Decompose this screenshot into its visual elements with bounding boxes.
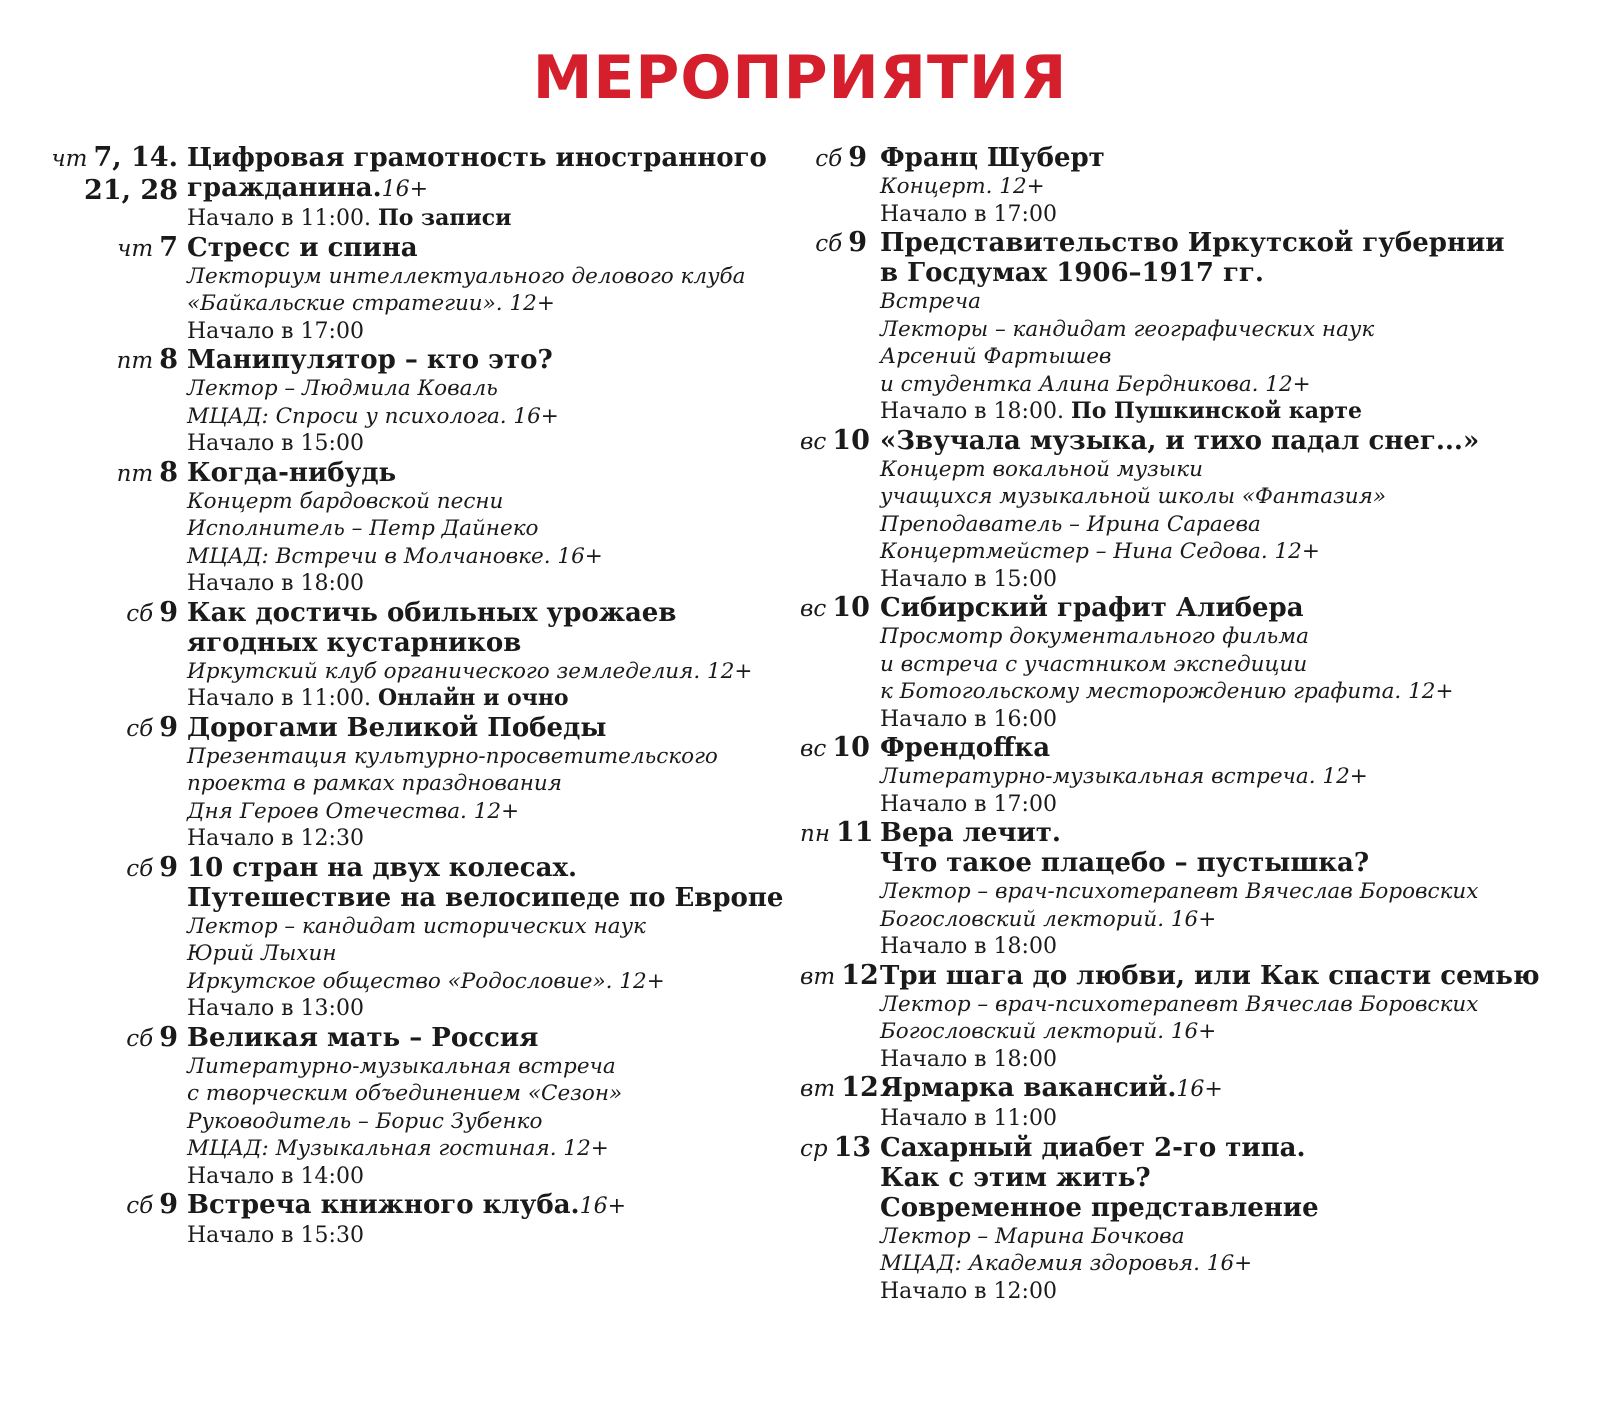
- event-weekday: пт: [116, 348, 154, 374]
- event-note: По записи: [377, 205, 512, 231]
- event-date: [30, 458, 178, 491]
- event-description: Просмотр документального фильма: [880, 624, 1309, 649]
- event-start-time: Начало в 18:00: [880, 1046, 1057, 1072]
- event-description: Лектор – Людмила Коваль: [187, 376, 498, 401]
- event-weekday: сб: [126, 855, 154, 882]
- event-item: [800, 593, 1590, 733]
- event-description: Концертмейстер – Нина Седова. 12+: [880, 539, 1320, 564]
- event-date: [800, 592, 870, 626]
- event-start-time: Начало в 11:00.: [187, 686, 371, 711]
- event-start-time: Начало в 11:00.: [187, 206, 371, 231]
- event-title-text: в Госдумах 1906–1917 гг.: [880, 258, 1264, 288]
- event-title-text: ягодных кустарников: [187, 627, 522, 658]
- event-title-text: Великая мать – Россия: [187, 1022, 539, 1053]
- event-date: [30, 1023, 178, 1056]
- event-item: [800, 1133, 1590, 1306]
- event-weekday: чт: [51, 146, 88, 172]
- event-start-time: Начало в 15:30: [187, 1223, 364, 1248]
- event-description: Иркутский клуб органического земледелия. 12+: [187, 658, 753, 684]
- event-day: 9: [848, 142, 867, 173]
- event-title: [880, 1133, 1590, 1163]
- page-title: МЕРОПРИЯТИЯ: [532, 43, 1068, 113]
- event-title-text: Как с этим жить?: [880, 1162, 1151, 1193]
- event-content: [187, 1023, 815, 1191]
- event-start: [880, 566, 1590, 594]
- event-title-text: Стресс и спина: [187, 232, 418, 263]
- event-day: 9: [159, 851, 178, 883]
- event-start-time: Начало в 15:00: [880, 566, 1057, 592]
- event-title-text: Что такое плацебо – пустышка?: [880, 848, 1370, 878]
- event-content: [880, 1073, 1590, 1133]
- event-date: [800, 1072, 879, 1106]
- event-start-time: Начало в 18:00: [880, 934, 1057, 959]
- event-item: [800, 961, 1590, 1074]
- event-start-time: Начало в 15:00: [187, 431, 364, 456]
- event-title-text: Франц Шуберт: [880, 143, 1105, 173]
- event-item: [30, 143, 815, 233]
- event-day: 9: [848, 227, 867, 258]
- event-title: [880, 228, 1590, 258]
- event-content: [880, 228, 1590, 426]
- event-start-time: Начало в 12:30: [187, 826, 364, 851]
- event-date: [800, 732, 870, 766]
- event-start: [187, 1163, 815, 1191]
- event-date: [30, 345, 178, 378]
- event-item: [800, 426, 1590, 594]
- event-title: [187, 598, 815, 628]
- event-description: Встреча: [880, 289, 981, 314]
- event-description: Концерт бардовской песни: [187, 488, 504, 514]
- event-start-time: Начало в 18:00: [187, 571, 364, 596]
- event-start-time: Начало в 12:00: [880, 1278, 1057, 1304]
- event-description: Дня Героев Отечества. 12+: [187, 798, 520, 824]
- event-item: [800, 228, 1590, 426]
- event-title: [880, 733, 1590, 763]
- event-day: 10: [832, 424, 870, 456]
- event-date: [30, 853, 178, 886]
- event-description: МЦАД: Академия здоровья. 16+: [880, 1251, 1253, 1276]
- event-weekday: пн: [800, 821, 830, 847]
- event-note: Онлайн и очно: [377, 685, 569, 711]
- event-description: МЦАД: Спроси у психолога. 16+: [187, 403, 559, 429]
- event-title: [880, 848, 1590, 878]
- event-start-time: Начало в 14:00: [187, 1163, 364, 1189]
- event-start: [880, 201, 1590, 229]
- event-title-text: Вера лечит.: [880, 818, 1061, 848]
- event-title-text: Сахарный диабет 2-го типа.: [880, 1132, 1306, 1163]
- event-day: 21, 28: [84, 175, 178, 206]
- event-day: 8: [159, 344, 178, 375]
- event-start-time: Начало в 17:00: [187, 318, 364, 344]
- event-title-text: Как достичь обильных урожаев: [187, 597, 677, 628]
- event-title: [187, 853, 815, 883]
- event-description: Исполнитель – Петр Дайнеко: [187, 516, 539, 541]
- event-title: [880, 143, 1590, 173]
- event-weekday: сб: [126, 1193, 154, 1219]
- event-start-time: Начало в 17:00: [880, 201, 1057, 227]
- event-title: [187, 173, 815, 205]
- event-note: По Пушкинской карте: [1070, 398, 1362, 424]
- event-description: Иркутское общество «Родословие». 12+: [187, 968, 665, 994]
- event-title-text: гражданина.: [187, 173, 382, 203]
- event-title-text: Дорогами Великой Победы: [187, 712, 607, 743]
- event-content: [880, 426, 1590, 594]
- event-content: [880, 593, 1590, 733]
- event-title-text: Ярмарка вакансий.: [880, 1073, 1177, 1103]
- age-rating: 16+: [381, 177, 429, 202]
- event-weekday: вс: [800, 596, 827, 622]
- event-title: [187, 143, 815, 173]
- event-description: Лектор – кандидат исторических наук: [187, 913, 646, 939]
- event-description: Литературно-музыкальная встреча: [187, 1053, 616, 1079]
- event-title: [880, 593, 1590, 623]
- event-start-time: Начало в 17:00: [880, 791, 1057, 817]
- event-content: [187, 233, 815, 346]
- event-weekday: сб: [815, 146, 843, 172]
- event-title: [880, 1073, 1590, 1105]
- event-title: [187, 1023, 815, 1053]
- event-day: 9: [159, 596, 178, 628]
- event-description: и встреча с участником экспедиции: [880, 651, 1308, 677]
- event-date: [800, 228, 867, 261]
- event-description: Арсений Фартышев: [880, 344, 1112, 369]
- event-start-time: Начало в 13:00: [187, 996, 364, 1021]
- event-item: [30, 713, 815, 853]
- event-weekday: вт: [800, 1076, 836, 1102]
- event-date: [800, 424, 870, 459]
- event-item: [800, 143, 1590, 228]
- event-start: [187, 318, 815, 346]
- event-date: [30, 1190, 178, 1223]
- events-column-left: [30, 143, 815, 1250]
- event-item: [800, 818, 1590, 961]
- event-item: [30, 458, 815, 598]
- event-content: [187, 598, 815, 713]
- event-description: Лектор – врач-психотерапевт Вячеслав Боровских: [880, 991, 1479, 1017]
- event-title-text: Манипулятор – кто это?: [187, 345, 553, 375]
- event-title: [187, 345, 815, 375]
- event-start: [880, 1105, 1590, 1133]
- event-description: к Ботогольскому месторождению графита. 12+: [880, 679, 1454, 704]
- event-title-text: Три шага до любви, или Как спасти семью: [880, 960, 1540, 991]
- event-start: [187, 1222, 815, 1250]
- event-description: «Байкальские стратегии». 12+: [187, 291, 555, 316]
- event-title-text: Встреча книжного клуба.: [187, 1190, 580, 1220]
- event-content: [187, 143, 815, 233]
- event-title: [880, 1193, 1590, 1223]
- event-item: [800, 1073, 1590, 1133]
- event-start: [880, 791, 1590, 819]
- event-title: [880, 961, 1590, 991]
- event-day: 9: [159, 711, 178, 743]
- event-start: [880, 398, 1590, 426]
- event-date: [800, 1131, 872, 1166]
- event-day: 9: [159, 1189, 178, 1220]
- age-rating: 16+: [1176, 1077, 1223, 1102]
- event-day: 12: [841, 1072, 879, 1103]
- event-weekday: сб: [126, 715, 154, 742]
- event-item: [30, 1190, 815, 1250]
- event-day: 10: [832, 732, 870, 763]
- event-title-text: Френдоffка: [880, 733, 1051, 763]
- event-title: [880, 426, 1590, 456]
- event-start: [187, 685, 815, 713]
- event-item: [30, 1023, 815, 1191]
- event-description: Юрий Лыхин: [187, 941, 337, 966]
- event-day: 10: [832, 592, 870, 623]
- event-description: с творческим объединением «Сезон»: [187, 1081, 623, 1106]
- event-item: [800, 733, 1590, 818]
- event-item: [30, 233, 815, 346]
- event-content: [880, 1133, 1590, 1306]
- event-description: Лекториум интеллектуального делового клуба: [187, 263, 746, 289]
- event-description: Презентация культурно-просветительского: [187, 743, 718, 769]
- event-start: [187, 205, 815, 233]
- event-weekday: сб: [126, 600, 154, 627]
- event-start-time: Начало в 18:00.: [880, 399, 1064, 424]
- event-content: [187, 1190, 815, 1250]
- event-title-text: «Звучала музыка, и тихо падал снег...»: [880, 425, 1480, 456]
- event-title: [880, 1163, 1590, 1193]
- event-weekday: вс: [800, 736, 827, 762]
- event-description: Богословский лекторий. 16+: [880, 1019, 1217, 1044]
- event-date: [30, 713, 178, 746]
- event-item: [30, 853, 815, 1023]
- event-start: [880, 1278, 1590, 1306]
- event-description: Литературно-музыкальная встреча. 12+: [880, 764, 1368, 789]
- event-title-text: Современное представление: [880, 1192, 1319, 1223]
- event-description: Лекторы – кандидат географических наук: [880, 316, 1375, 342]
- event-start: [880, 1046, 1590, 1074]
- event-start: [880, 706, 1590, 734]
- event-weekday: ср: [800, 1135, 828, 1162]
- event-title: [187, 458, 815, 488]
- event-weekday: чт: [117, 235, 154, 262]
- event-day: 11: [835, 817, 874, 848]
- event-day: 12: [841, 959, 879, 991]
- event-content: [880, 733, 1590, 818]
- event-description: Лектор – Марина Бочкова: [880, 1223, 1185, 1249]
- event-date: [800, 817, 874, 851]
- event-content: [187, 458, 815, 598]
- event-weekday: сб: [815, 231, 843, 257]
- event-description: учащихся музыкальной школы «Фантазия»: [880, 484, 1386, 509]
- event-title: [187, 1190, 815, 1222]
- event-description: Преподаватель – Ирина Сараева: [880, 511, 1261, 537]
- event-description: Концерт. 12+: [880, 174, 1045, 199]
- event-title-text: Представительство Иркутской губернии: [880, 228, 1505, 258]
- event-description: Богословский лекторий. 16+: [880, 906, 1217, 932]
- event-description: Руководитель – Борис Зубенко: [187, 1108, 543, 1134]
- event-date: [800, 143, 867, 176]
- event-description: Лектор – врач-психотерапевт Вячеслав Боровских: [880, 879, 1479, 904]
- event-day: 7, 14.: [93, 142, 178, 173]
- event-day: 7: [159, 231, 178, 263]
- event-description: и студентка Алина Бердникова. 12+: [880, 371, 1311, 397]
- event-description: проекта в рамках празднования: [187, 771, 562, 796]
- event-title-text: 10 стран на двух колесах.: [187, 852, 578, 883]
- event-start-time: Начало в 11:00: [880, 1106, 1057, 1131]
- age-rating: 16+: [579, 1194, 627, 1219]
- event-content: [880, 818, 1590, 961]
- event-content: [187, 345, 815, 458]
- event-weekday: пт: [116, 460, 154, 487]
- event-start-time: Начало в 16:00: [880, 706, 1057, 732]
- event-start: [187, 430, 815, 458]
- event-date: [30, 598, 178, 631]
- event-weekday: вт: [800, 963, 836, 990]
- event-weekday: вс: [800, 428, 827, 455]
- event-content: [187, 853, 815, 1023]
- event-title-text: Сибирский графит Алибера: [880, 593, 1304, 623]
- event-title: [187, 883, 815, 913]
- event-title: [187, 713, 815, 743]
- event-title-text: Путешествие на велосипеде по Европе: [187, 882, 784, 913]
- event-description: Концерт вокальной музыки: [880, 456, 1203, 482]
- event-start: [187, 825, 815, 853]
- event-title: [880, 818, 1590, 848]
- event-item: [30, 598, 815, 713]
- event-title: [187, 628, 815, 658]
- event-date: [800, 959, 879, 994]
- event-title-text: Цифровая грамотность иностранного: [187, 143, 767, 173]
- event-description: МЦАД: Встречи в Молчановке. 16+: [187, 543, 603, 569]
- event-date: [30, 143, 178, 209]
- event-content: [187, 713, 815, 853]
- event-title: [187, 233, 815, 263]
- event-day: 13: [833, 1131, 872, 1163]
- event-start: [187, 570, 815, 598]
- event-weekday: сб: [126, 1025, 154, 1052]
- event-title-text: Когда-нибудь: [187, 457, 397, 488]
- event-day: 9: [159, 1021, 178, 1053]
- event-content: [880, 143, 1590, 228]
- events-column-right: [800, 143, 1590, 1305]
- event-day: 8: [159, 456, 178, 488]
- event-item: [30, 345, 815, 458]
- event-content: [880, 961, 1590, 1074]
- event-start: [187, 995, 815, 1023]
- event-date: [30, 233, 178, 266]
- event-start: [880, 933, 1590, 961]
- event-title: [880, 258, 1590, 288]
- event-description: МЦАД: Музыкальная гостиная. 12+: [187, 1136, 609, 1161]
